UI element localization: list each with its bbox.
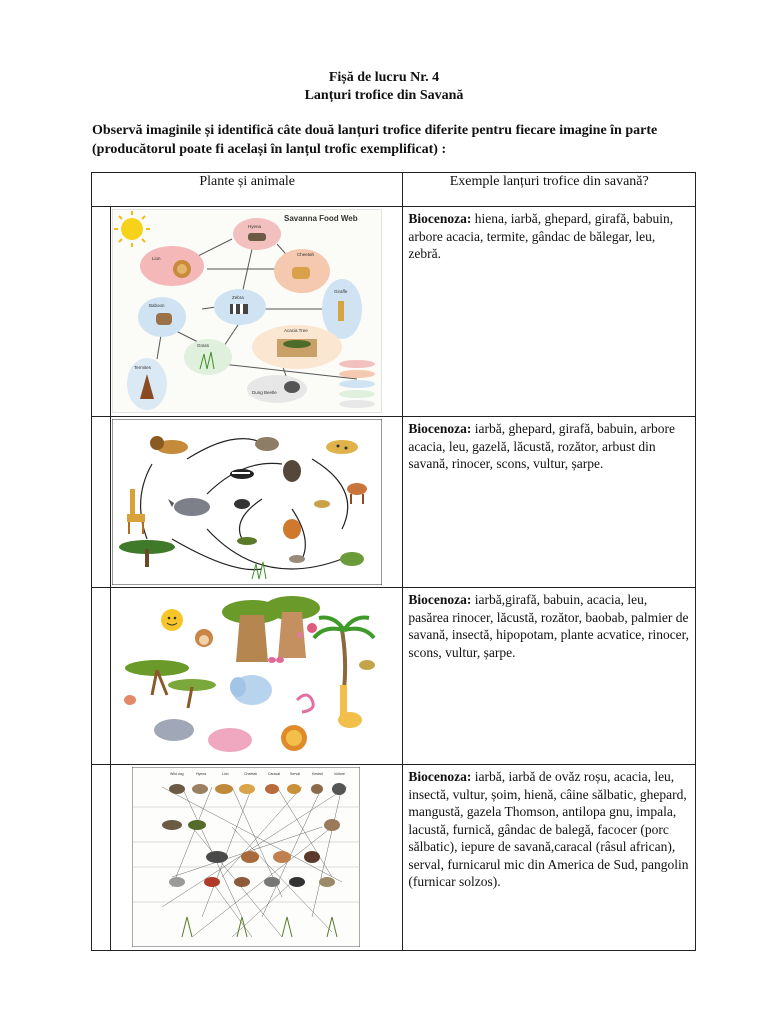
food-chain-illustration — [112, 419, 382, 585]
savanna-clipart-illustration — [112, 590, 384, 762]
text-cell — [403, 207, 696, 417]
table-row — [92, 588, 696, 765]
food-web-title: Savanna Food Web — [284, 214, 358, 223]
skunk-icon — [230, 469, 254, 479]
svg-text:Vulture: Vulture — [334, 772, 345, 776]
lion-icon — [281, 725, 307, 751]
cell-divider — [110, 417, 111, 587]
svg-text:Termites: Termites — [134, 365, 152, 370]
food-network-illustration — [132, 767, 360, 947]
biocenosis-label: Biocenoza: — [408, 769, 472, 784]
svg-text:Wild dog: Wild dog — [170, 772, 184, 776]
rodent-icon — [289, 555, 305, 563]
caracal-icon — [283, 519, 301, 539]
svg-text:Grass: Grass — [197, 343, 210, 348]
image-cell — [92, 588, 403, 765]
termites-node — [127, 358, 167, 410]
table-row — [92, 417, 696, 588]
table-row — [92, 207, 696, 417]
bird-icon — [124, 695, 136, 705]
grasshopper-icon — [237, 537, 257, 545]
document-title: Fișă de lucru Nr. 4 — [328, 70, 440, 85]
svg-text:Serval: Serval — [290, 772, 300, 776]
seed-icon — [314, 500, 330, 508]
grass-node — [184, 339, 232, 375]
image-cell — [92, 765, 403, 951]
svg-text:Dung Beetle: Dung Beetle — [252, 390, 277, 395]
svg-text:Baboon: Baboon — [149, 303, 165, 308]
biocenosis-label: Biocenoza: — [408, 211, 472, 226]
giraffe-node — [322, 279, 362, 339]
text-cell — [403, 588, 696, 765]
sun-icon — [161, 609, 183, 631]
savanna-food-network-image — [132, 767, 360, 947]
svg-text:Hyena: Hyena — [248, 224, 262, 229]
table-header-row — [92, 173, 696, 207]
text-cell — [403, 417, 696, 588]
text-cell — [403, 765, 696, 951]
header-plants-animals: Plante și animale — [92, 173, 403, 207]
savanna-animals-clipart — [112, 590, 384, 762]
svg-text:Zebra: Zebra — [232, 295, 244, 300]
biocenosis-text: iarbă,girafă, babuin, acacia, leu, pasărea rinocer, lăcustă, rozător, baobab, palmier de savană, insectă, hipopotam, plante acvatice, rinocer, scons, vultur, șarpe. — [408, 592, 690, 660]
cheetah-icon — [326, 440, 358, 454]
acacia-node — [252, 325, 342, 369]
biocenosis-text: iarbă, ghepard, girafă, babuin, arbore acacia, leu, gazelă, lăcustă, rozător, arbust din savană, rinocer, scons, vultur, șarpe. — [408, 421, 675, 471]
header-examples: Exemple lanțuri trofice din savană? — [403, 173, 696, 207]
cheetah-node — [274, 249, 330, 293]
hippo-icon — [208, 728, 252, 752]
document-subtitle: Lanțuri trofice din Savană — [304, 88, 464, 103]
svg-text:Giraffe: Giraffe — [334, 289, 348, 294]
hyena-node — [233, 218, 281, 250]
biocenosis-label: Biocenoza: — [408, 421, 472, 436]
vulture-icon — [255, 437, 279, 451]
rhino-icon — [154, 719, 194, 741]
svg-text:Lion: Lion — [152, 256, 161, 261]
svg-text:Hyena: Hyena — [196, 772, 207, 776]
image-cell — [92, 207, 403, 417]
svg-text:Cheetah: Cheetah — [297, 252, 315, 257]
cell-divider — [110, 765, 111, 950]
svg-text:Kestrel: Kestrel — [312, 772, 323, 776]
bird-icon — [234, 499, 250, 509]
food-web-illustration — [112, 209, 382, 413]
food-chain-table — [91, 172, 696, 951]
image-cell — [92, 417, 403, 588]
svg-text:Cheetah: Cheetah — [244, 772, 258, 776]
table-row — [92, 765, 696, 951]
baboon-node — [138, 297, 186, 337]
cell-divider — [110, 588, 111, 764]
monkey-icon — [195, 629, 213, 647]
cell-divider — [110, 207, 111, 416]
biocenosis-text: hiena, iarbă, ghepard, girafă, babuin, arbore acacia, termite, gândac de bălegar, leu, zebră. — [408, 211, 674, 261]
baboon-icon — [283, 460, 301, 482]
leaf-icon — [359, 660, 375, 670]
svg-text:Acacia Tree: Acacia Tree — [284, 328, 308, 333]
biocenosis-text: iarbă, iarbă de ovăz roșu, acacia, leu, insectă, vultur, șoim, hienă, câine sălbatic, ghepard, mangustă, gazela Thomson, antilopa gnu, impala, lacustă, furnică, gândac de balegă, facocer (porc sălbatic), iepure de savană,caracal (râsul african), serval, furnicarul mic din America de Sud, pangolin (furnicar solzos). — [408, 769, 689, 889]
shrub-icon — [340, 552, 364, 566]
lion-node — [140, 246, 204, 286]
savanna-food-web-image — [112, 209, 382, 413]
svg-text:Caracal: Caracal — [268, 772, 281, 776]
zebra-node — [214, 289, 266, 325]
biocenosis-label: Biocenoza: — [408, 592, 472, 607]
instruction-text: Observă imaginile și identifică câte două lanțuri trofice diferite pentru fiecare imagine în parte (producătorul poate fi același în lanțul trofic exemplificat) : — [92, 123, 658, 157]
savanna-food-chain-image — [112, 419, 382, 585]
svg-text:Lion: Lion — [222, 772, 229, 776]
dung-beetle-node — [247, 375, 307, 403]
